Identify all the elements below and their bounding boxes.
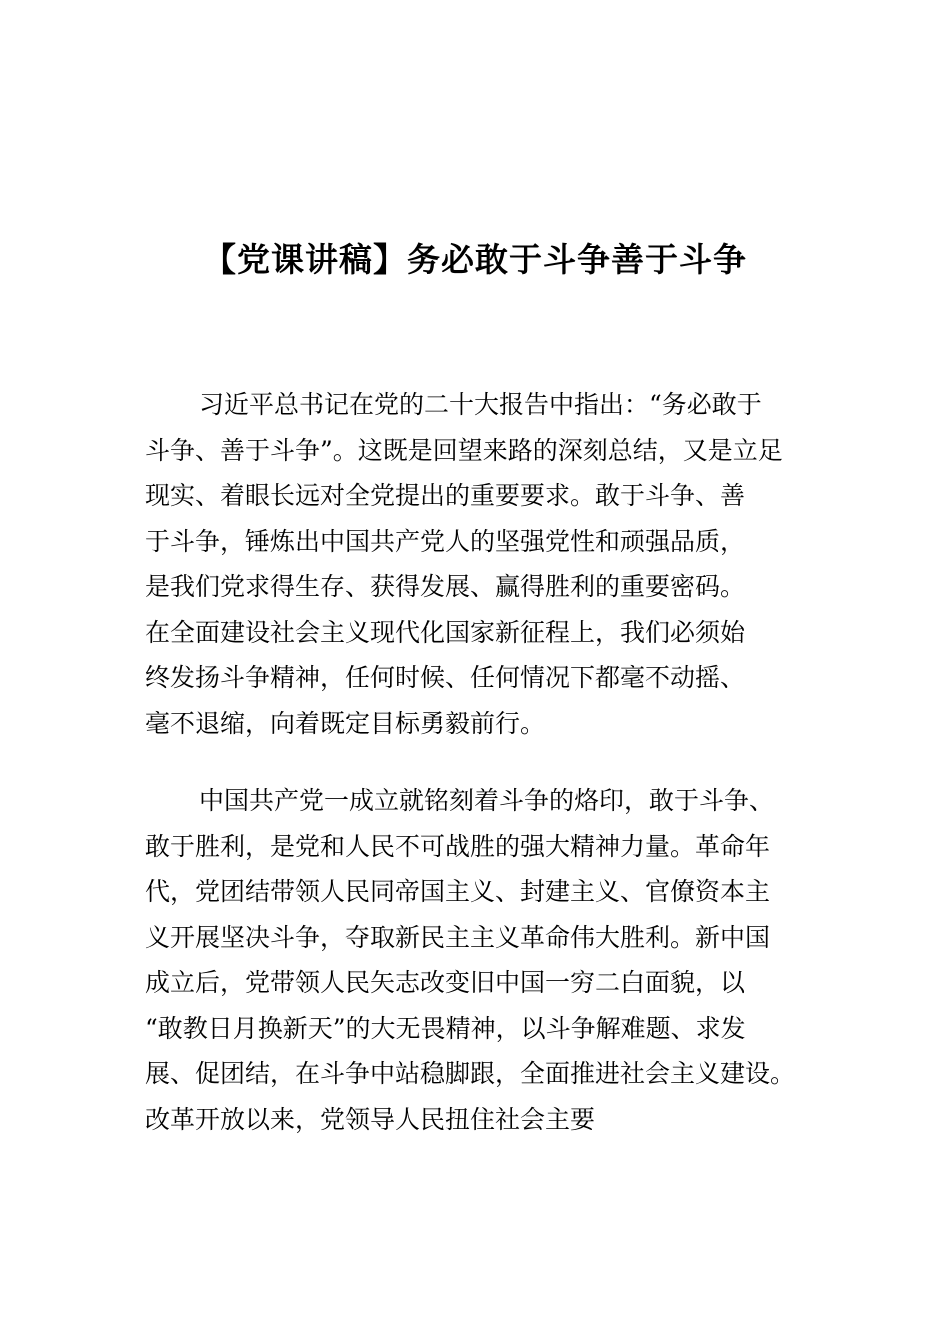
paragraph-2 [145, 778, 865, 1142]
paragraph-line: “敢教日月换新天”的大无畏精神，以斗争解难题、求发 [145, 1013, 746, 1043]
paragraph-line: 毫不退缩，向着既定目标勇毅前行。 [145, 708, 546, 738]
paragraph-line: 改革开放以来，党领导人民扭住社会主要 [145, 1104, 596, 1134]
paragraph-line: 代，党团结带领人民同帝国主义、封建主义、官僚资本主 [145, 877, 771, 906]
paragraph-line: 敢于胜利，是党和人民不可战胜的强大精神力量。革命年 [145, 831, 771, 861]
paragraph-line: 于斗争，锤炼出中国共产党人的坚强党性和顽强品质， [145, 526, 746, 556]
paragraph-line: 展、促团结，在斗争中站稳脚跟，全面推进社会主义建设。 [145, 1059, 796, 1088]
paragraph-line: 成立后，党带领人民矢志改变旧中国一穷二白面貌，以 [145, 968, 746, 997]
paragraph-line: 终发扬斗争精神，任何时候、任何情况下都毫不动摇、 [145, 663, 746, 692]
paragraph-line: 习近平总书记在党的二十大报告中指出：“务必敢于 [199, 390, 762, 419]
paragraph-line: 在全面建设社会主义现代化国家新征程上，我们必须始 [145, 617, 746, 647]
paragraph-line: 现实、着眼长远对全党提出的重要要求。敢于斗争、善 [145, 481, 746, 510]
paragraph-line: 斗争、善于斗争”。这既是回望来路的深刻总结，又是立足 [145, 435, 783, 465]
paragraph-line: 中国共产党一成立就铭刻着斗争的烙印，敢于斗争、 [199, 786, 775, 815]
document-title: 【党课讲稿】务必敢于斗争善于斗争 [203, 240, 747, 279]
paragraph-line: 义开展坚决斗争，夺取新民主主义革命伟大胜利。新中国 [145, 922, 771, 952]
paragraph-1 [145, 382, 865, 746]
paragraph-line: 是我们党求得生存、获得发展、赢得胜利的重要密码。 [145, 572, 746, 601]
